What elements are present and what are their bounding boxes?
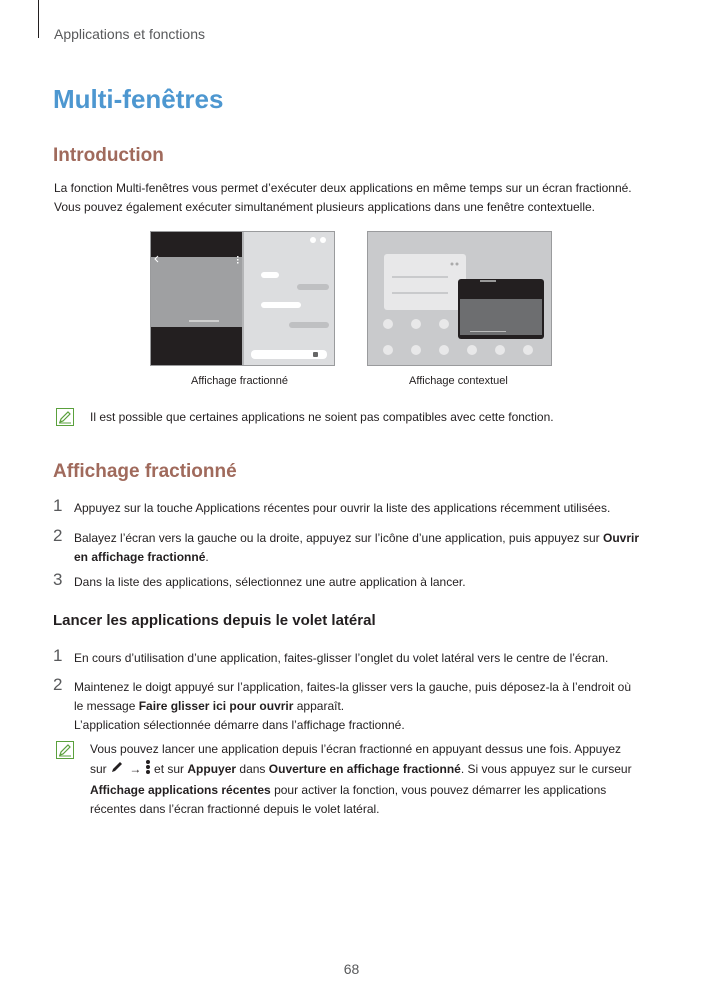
option-tap: Appuyer	[187, 762, 237, 777]
split-view-caption: Affichage fractionné	[191, 375, 289, 387]
option-recent-apps: Affichage applications récentes	[90, 783, 271, 797]
step-number: 1	[53, 496, 63, 515]
step-line-3: L’application sélectionnée démarre dans l’affichage fractionné.	[74, 718, 405, 732]
step-line-2a: le message	[74, 699, 139, 713]
page-title: Multi-fenêtres	[53, 84, 224, 114]
note-text: et sur	[150, 762, 188, 777]
popup-view-caption: Affichage contextuel	[409, 375, 508, 387]
note-text: . Si vous appuyez sur le curseur	[460, 762, 632, 777]
side-panel-heading: Lancer les applications depuis le volet latéral	[53, 612, 376, 629]
page-number: 68	[343, 961, 360, 977]
step-number: 3	[53, 570, 63, 589]
option-open-split: Ouverture en affichage fractionné	[268, 762, 461, 777]
note-line-4: récentes dans l’écran fractionné depuis le volet latéral.	[90, 802, 380, 816]
note-text: pour activer la fonction, vous pouvez démarrer les applications	[270, 783, 607, 797]
intro-paragraph	[54, 179, 654, 217]
note-pencil-icon	[56, 408, 74, 426]
header-rule	[38, 0, 39, 38]
step-text: Appuyez sur la touche Applications récentes pour ouvrir la liste des applications récemment utilisées.	[74, 501, 611, 515]
arrow-glyph: →	[129, 762, 142, 777]
step-text: Dans la liste des applications, sélectionnez une autre application à lancer.	[74, 575, 466, 589]
popup-view-illustration	[367, 231, 552, 366]
step-number: 2	[53, 526, 63, 545]
step-text	[74, 529, 654, 567]
pencil-icon	[110, 760, 126, 780]
intro-heading: Introduction	[53, 145, 164, 166]
split-view-illustration	[150, 231, 335, 366]
menu-option-split-view: en affichage fractionné	[74, 550, 206, 564]
popup-view-drawing	[368, 232, 552, 366]
split-view-drawing	[151, 232, 335, 366]
note-text: dans	[236, 762, 269, 777]
split-view-heading: Affichage fractionné	[53, 461, 237, 482]
note-split-tips	[90, 740, 660, 819]
intro-line-2: Vous pouvez également exécuter simultanément plusieurs applications dans une fenêtre contextuelle.	[54, 200, 596, 214]
step-line-2b: apparaît.	[293, 699, 345, 713]
note-line-2a: sur	[90, 762, 111, 777]
note-line-1: Vous pouvez lancer une application depuis l’écran fractionné en appuyant dessus une fois. Appuyez	[90, 742, 622, 756]
breadcrumb: Applications et fonctions	[54, 26, 205, 42]
menu-option-open: Ouvrir	[602, 531, 639, 545]
note-pencil-icon	[56, 741, 74, 759]
step-text-part: Balayez l’écran vers la gauche ou la droite, appuyez sur l’icône d’une application, puis appuyez sur	[74, 531, 603, 545]
step-line-1: Maintenez le doigt appuyé sur l’application, faites-la glisser vers la gauche, puis déposez-la à l’endroit où	[74, 680, 631, 694]
step-text-end: .	[205, 550, 209, 564]
step-number: 2	[53, 675, 63, 694]
step-text: En cours d’utilisation d’une application, faites-glisser l’onglet du volet latéral vers le centre de l’écran.	[74, 651, 609, 665]
note-compatibility: Il est possible que certaines applications ne soient pas compatibles avec cette fonction.	[90, 410, 554, 424]
step-number: 1	[53, 646, 63, 665]
intro-line-1: La fonction Multi-fenêtres vous permet d’exécuter deux applications en même temps sur un écran fractionné.	[54, 181, 632, 195]
step-text	[74, 678, 654, 735]
drag-message: Faire glisser ici pour ouvrir	[138, 699, 294, 713]
